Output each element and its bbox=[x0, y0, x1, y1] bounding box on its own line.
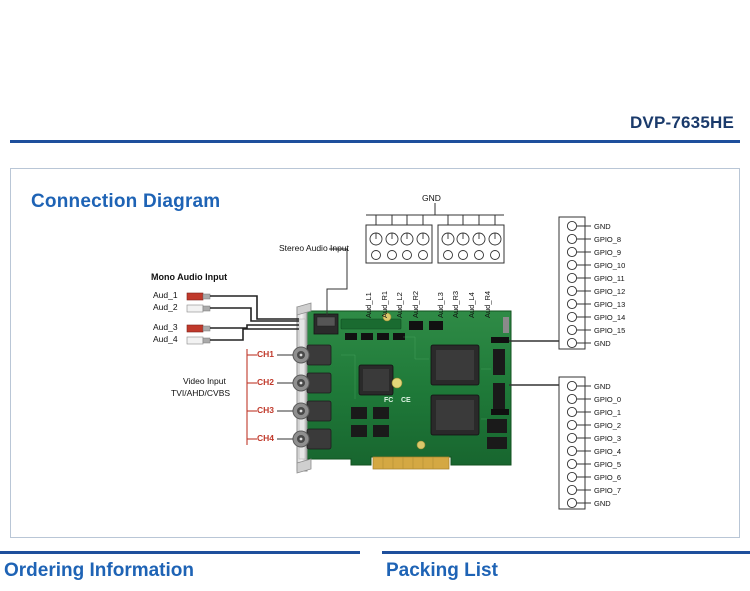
gpio-bottom-label-8: GPIO_7 bbox=[594, 486, 622, 495]
ce-mark: CE bbox=[401, 397, 411, 404]
stereo-pin-label-aud-l4: Aud_L4 bbox=[467, 292, 476, 318]
header-divider bbox=[10, 140, 740, 143]
gpio-top-label-4: GPIO_11 bbox=[594, 274, 625, 283]
stereo-pin-label-aud-r4: Aud_R4 bbox=[483, 290, 492, 318]
gpio-bottom-label-1: GPIO_0 bbox=[594, 395, 622, 404]
mono-port-label-1: Aud_1 bbox=[153, 290, 178, 300]
gpio-bottom-label-7: GPIO_6 bbox=[594, 473, 622, 482]
gpio-bottom-label-9: GND bbox=[594, 499, 611, 508]
ordering-information-title: Ordering Information bbox=[4, 560, 194, 581]
gpio-bottom-label-0: GND bbox=[594, 382, 611, 391]
gpio-bottom-label-5: GPIO_4 bbox=[594, 447, 622, 456]
gpio-bottom-label-3: GPIO_2 bbox=[594, 421, 622, 430]
video-input-format-label: TVI/AHD/CVBS bbox=[171, 388, 231, 398]
product-title: DVP-7635HE bbox=[629, 113, 734, 132]
stereo-pin-label-aud-r3: Aud_R3 bbox=[451, 290, 460, 318]
gpio-top-label-9: GND bbox=[594, 339, 611, 348]
video-input-label: Video Input bbox=[183, 376, 226, 386]
gpio-top-label-6: GPIO_13 bbox=[594, 300, 626, 309]
fcc-mark: FC bbox=[384, 397, 394, 404]
channel-label-ch2: CH2 bbox=[257, 377, 275, 387]
gpio-top-label-8: GPIO_15 bbox=[594, 326, 626, 335]
connection-diagram-graphic bbox=[11, 169, 741, 539]
packing-list-divider bbox=[382, 551, 750, 554]
stereo-pin-label-aud-r2: Aud_R2 bbox=[411, 290, 420, 318]
diagram-svg bbox=[11, 169, 741, 539]
gnd-top-label: GND bbox=[422, 193, 441, 203]
gpio-top-label-1: GPIO_8 bbox=[594, 235, 622, 244]
mono-audio-input-label: Mono Audio Input bbox=[151, 272, 228, 282]
mono-port-label-3: Aud_3 bbox=[153, 322, 178, 332]
channel-label-ch1: CH1 bbox=[257, 349, 275, 359]
gpio-top-label-2: GPIO_9 bbox=[594, 248, 622, 257]
gpio-top-label-5: GPIO_12 bbox=[594, 287, 626, 296]
stereo-pin-label-aud-l1: Aud_L1 bbox=[364, 292, 373, 318]
packing-list-title: Packing List bbox=[386, 560, 498, 581]
page-title: Connection Diagram bbox=[31, 191, 221, 212]
mono-port-label-2: Aud_2 bbox=[153, 302, 178, 312]
stereo-audio-input-label: Stereo Audio Input bbox=[279, 243, 349, 253]
stereo-pin-label-aud-l3: Aud_L3 bbox=[436, 292, 445, 318]
stereo-pin-label-aud-r1: Aud_R1 bbox=[380, 290, 389, 318]
mono-port-label-4: Aud_4 bbox=[153, 334, 178, 344]
gpio-bottom-label-2: GPIO_1 bbox=[594, 408, 622, 417]
gpio-bottom-label-4: GPIO_3 bbox=[594, 434, 622, 443]
stereo-pin-label-aud-l2: Aud_L2 bbox=[395, 292, 404, 318]
connection-diagram-panel bbox=[10, 168, 740, 538]
gpio-bottom-label-6: GPIO_5 bbox=[594, 460, 622, 469]
gpio-top-label-3: GPIO_10 bbox=[594, 261, 626, 270]
channel-label-ch3: CH3 bbox=[257, 405, 275, 415]
ordering-information-divider bbox=[0, 551, 360, 554]
channel-label-ch4: CH4 bbox=[257, 433, 275, 443]
gpio-top-label-7: GPIO_14 bbox=[594, 313, 626, 322]
gpio-top-label-0: GND bbox=[594, 222, 611, 231]
